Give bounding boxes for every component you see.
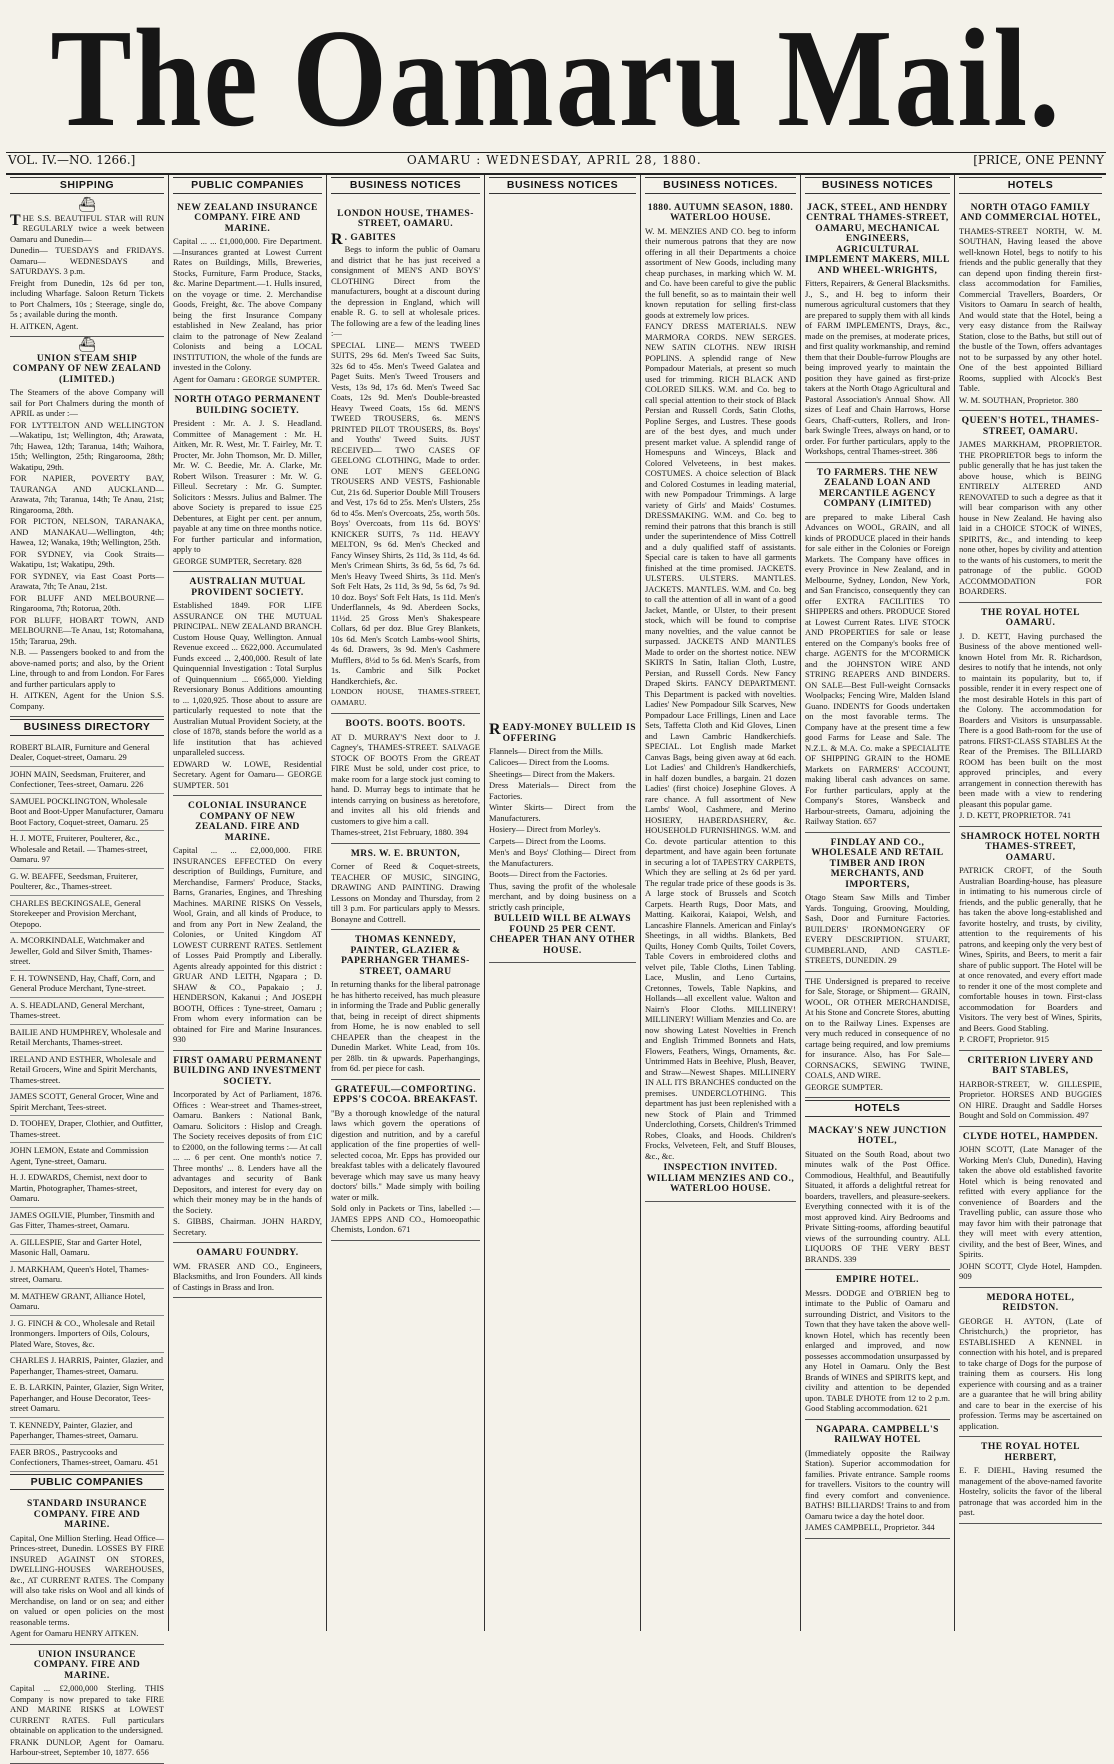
steamship-icon: ⛴ xyxy=(78,338,96,354)
list-item: Sheetings— Direct from the Makers. xyxy=(489,768,615,779)
ad-clyde-hotel: CLYDE HOTEL, HAMPDEN. JOHN SCOTT, (Late Manager of the Working Men's Club, Dunedin), Having taken the above old established favorite Hotel which is being renovated and refitted with every appliance for the convenience of Boarders and the Travelling public, can assure those who may favor him with their patronage that they will meet with every attention, civility, and the best of Beer, Wines, and Spirits. JOHN SCOTT, Clyde Hotel, Hampden. 909 xyxy=(959,1127,1102,1288)
section-heading-business-directory: BUSINESS DIRECTORY xyxy=(10,719,164,736)
ad-north-otago-building-society: NORTH OTAGO PERMANENT BUILDING SOCIETY. President : Mr. A. J. S. Headland. Committee of Management : Mr. H. Aitken, Mr. R. West, Mr. T. Fairley, Mr. T. Procter, Mr. John Thomson, Mr. D. Miller, Mr. W. C. Beedie, Mr. A. Clarke, Mr. Robert Wilson. Treasurer : Mr. W. G. Filleul. Secretary : Mr. G. Sumpter. Solicitors : Messrs. Julius and Balmer. The above Society is prepared to issue £25 Debentures, at Eight per cent. per annum, payable at any time on three months notice. For further particular and information, apply to GEORGE SUMPTER, Secretary. 828 xyxy=(173,390,322,572)
ad-union-insurance: UNION INSURANCE COMPANY. FIRE AND MARINE. Capital ... £2,000,000 Sterling. THIS Company is now prepared to take FIRE AND MARINE RISKS at LOWEST CURRENT RATES. Full particulars obtainable on application to the undersigned. FRANK DUNLOP, Agent for Oamaru. Harbour-street, September 10, 1877. 656 xyxy=(10,1645,164,1764)
column-business-notices-3 xyxy=(640,175,800,1631)
list-item: Winter Skirts— Direct from the Manufacturers. xyxy=(489,802,636,823)
price: [PRICE, ONE PENNY xyxy=(973,153,1104,167)
route: FOR SYDNEY, via East Coast Ports—Arawata, 7th; Te Anau, 21st. xyxy=(10,570,164,592)
directory-entry: A. S. HEADLAND, General Merchant, Thames-street. xyxy=(10,998,164,1025)
directory-list xyxy=(10,740,164,1472)
ad-thomas-kennedy: THOMAS KENNEDY, PAINTER, GLAZIER & PAPERHANGER THAMES-STREET, OAMARU In returning thanks for the liberal patronage he has hitherto received, has much pleasure in informing the Trade and Public generally that, being in receipt of direct shipments from Home, he is now enabled to sell CHEAPER than the cheapest in the Dunedin Market. White Lead, from 10s. per 28lb. tin & upwards. Paperhangings, from 6d. per piece for cash. xyxy=(331,930,480,1080)
ad-standard-insurance: STANDARD INSURANCE COMPANY. FIRE AND MARINE. Capital, One Million Sterling. Head Office— Princes-street, Dunedin. LOSSES BY FIRE INSURED AGAINST ON STORES, DWELLING-HOUSES WAREHOUSES, &c., AT CURRENT RATES. The Company will also take risks on Wool and all kinds of Merchandise, on land or on sea; and either on valued or open policies on the most reasonable terms. Agent for Oamaru HENRY AITKEN. xyxy=(10,1494,164,1645)
directory-entry: J. G. FINCH & CO., Wholesale and Retail Ironmongers. Importers of Oils, Colours, Plated Ware, Stoves, &c. xyxy=(10,1316,164,1354)
route: FOR NAPIER, POVERTY BAY, TAURANGA AND AUCKLAND—Arawata, 7th; Taranua, 14th; Te Anau, 21st; Ringarooma, 28th. xyxy=(10,473,164,515)
steamship-icon: ⛴ xyxy=(78,198,96,214)
section-heading-business-notices: BUSINESS NOTICES xyxy=(489,177,636,194)
route: FOR LYTTELTON AND WELLINGTON —Wakatipu, 1st; Wellington, 4th; Arawata, 7th; Hawea, 12th; Taranua, 14th; Waihora, 15th; Wellington, 25th; Ringarooma, 28th; Wakatipu, 29th. xyxy=(10,419,164,472)
directory-entry: F. H. TOWNSEND, Hay, Chaff, Corn, and General Produce Merchant, Tyne-street. xyxy=(10,971,164,998)
ad-waterloo-house: 1880. AUTUMN SEASON, 1880. WATERLOO HOUSE. W. M. MENZIES AND CO. beg to inform their numerous patrons that they are now offering in all their Departments a choice assortment of New Goods, including many cheap purchases, in marking which W. M. and Co. have been careful to give the public the full benefit, so as to maintain their well known reputation for selling first-class goods at extremely low prices. FANCY DRESS MATERIALS. NEW MARMORA CORDS. NEW SERGES. NEW SATIN CLOTHS. NEW IRISH POPLINS. A splendid range of New Pompadour Materials, at present so much used for trimming. RICH BLACK AND COLORED SILKS. W.M. and Co. beg to call special attention to their stock of Black Persian and Russell Cords, Satin Cloths, Popline Serges, and Lustres. These goods are of the best dyes, and much under present market value. A splendid range of Homespuns and Winceys, Black and Colored Velveteens, in best makes. COSTUMES. A choice selection of Black and Colored Costumes in leading material, with new Pompadour Trimmings. A large variety of Girls' and Maids' Costumes. DRESSMAKING. W.M. and Co. beg to remind their patrons that this branch is still under the superintendence of Miss Cottrell and a duly qualified staff of assistants. Special care is taken to have all garments finished at the time promised. JACKETS. ULSTERS. ULSTERS. MANTLES. JACKETS. MANTLES. W.M. and Co. beg to call the attention of all in want of a good Jacket, Mantle, or Ulster, to their present stock, which will be found to comprise many novelties, and the value cannot be surpassed. JACKETS AND MANTLES Made to order on the shortest notice. NEW SKIRTS In Satin, Italian Cloth, Lustre, Persian, and Russell Cords. New Fancy Draped Skirts. FANCY DEPARTMENT. This Department is packed with novelties. Ladies' New Pompadour Silk Scarves, New Pompadour Lace Frillings, Linen and Lace Sets, Taffetta Cloth and Kid Gloves, Linen and Lawn Cambric Handkerchiefs. SPECIAL. Lot English made Market Canvas Bags, being given away at 6d each. Lot Ladies' and Children's Handkerchiefs, in half dozen bundles, a bargain. 21 dozen Ladies' (first choice) Josephine Gloves. A rare chance. A full assortment of New Lambs' Wool, Cashmere, and Merino HOSIERY, HABERDASHERY, &c. HOUSEHOLD FURNISHINGS. W.M. and Co. devote particular attention to this department, and have again been fortunate in securing a lot of TAPESTRY CARPETS, Which they are selling at 2s 6d per yard. The regular trade price of these goods is 3s. A large stock of Brussels and Scotch Carpets. Hearth Rugs, Door Mats, and Matting. Kaikorai, Kaiapoi, Welsh, and Lancashire Flannels. American and Finlay's Sheetings, in all widths. Blankets, Bed Quilts, Honey Comb Quilts, Toilet Covers, Table Covers in embroidered cloths and velvet pile, Table Cloths, Linen Tabling. Lace, Muslin, and Leno Curtains, Cretonnes, Towels, Table Napkins, and Hollands—all excellent value. Walton and Nairn's Floor Cloths. MILLINERY! MILLINERY! William Menzies and Co. are now showing Latest Novelties in French and English Trimmed Bonnets and Hats, Flowers, Feathers, Wings, Ornaments, &c. Untrimmed Hats in Beehive, Plush, Beaver, and Straw—Newest Shapes. MILLINERY IN ALL ITS BRANCHES conducted on the premises. UNDERCLOTHING. This department has just been replenished with a new Stock of Plain and Trimmed Underclothing, Corsets, Children's Trimmed Robes, Cloaks, and Hoods. Children's Frocks, Velveteen, Felt, and Stuff Blouses, &c., &c. INSPECTION INVITED. WILLIAM MENZIES AND CO., WATERLOO HOUSE. xyxy=(645,198,796,1202)
list-item: Flannels— Direct from the Mills. xyxy=(489,745,604,756)
ad-mackays-hotel: MACKAY'S NEW JUNCTION HOTEL, Situated on the South Road, about two minutes walk of the Post Office. Commodious, Healthful, and Beautifully Situated, it affords a delightful retreat for boarders, travellers, and pleasure-seekers. Everything connected with it is of the most approved kind. Airy Bedrooms and Private Sitting-rooms, affording beautiful views of the surrounding country. ALL LIQUORS OF THE VERY BEST BRANDS. 339 xyxy=(805,1121,950,1271)
ad-sumpter-storage: THE Undersigned is prepared to receive for Sale, Storage, or Shipment— GRAIN, WOOL, OR OTHER MERCHANDISE, At his Stone and Concrete Stores, abutting on to the Railway Lines. Expenses are very much reduced in consequence of no cartage being required, and low premiums for insurance. Also, has For Sale— CORNSACKS, SEWING TWINE, COALS, AND WIRE. GEORGE SUMPTER. xyxy=(805,972,950,1099)
volume-number: VOL. IV.—NO. 1266.] xyxy=(8,153,136,167)
column-hotels xyxy=(954,175,1106,1631)
list-item: Hosiery— Direct from Morley's. xyxy=(489,824,601,834)
ad-epps-cocoa: GRATEFUL—COMFORTING. EPPS'S COCOA. BREAKFAST. "By a thorough knowledge of the natural laws which govern the operations of digestion and nutrition, and by a careful application of the fine properties of well-selected cocoa, Mr. Epps has provided our breakfast tables with a delicately flavoured beverage which may save us many heavy doctors' bills." Made simply with boiling water or milk. Sold only in Packets or Tins, labelled :— JAMES EPPS AND CO., Homoeopathic Chemists, London. 671 xyxy=(331,1080,480,1241)
directory-entry: JOHN LEMON, Estate and Commission Agent, Tyne-street, Oamaru. xyxy=(10,1143,164,1170)
ad-royal-hotel-oamaru: THE ROYAL HOTEL OAMARU. J. D. KETT, Having purchased the Business of the above mentioned well-known Hotel from Mr. R. Richardson, desires to notify that he intends, not only to maintain its popularity, but to, if possible, render it in every respect one of the most desirable Hotels in this part of the Colony. The accommodation for Boarders and Visitors is unsurpassable. There is a good Bath-room for the use of patrons. FIRST-CLASS STABLES At the Rear of the Premises. The BILLIARD ROOM has been built on the most approved principles, and every arrangement in connection therewith has been made with a view to rendering pleasant this popular game. J. D. KETT, PROPRIETOR. 741 xyxy=(959,603,1102,827)
ad-oamaru-foundry: OAMARU FOUNDRY. WM. FRASER AND CO., Engineers, Blacksmiths, and Iron Founders. All kinds of Castings in Brass and Iron. xyxy=(173,1243,322,1298)
place-and-date: OAMARU : WEDNESDAY, APRIL 28, 1880. xyxy=(406,153,702,167)
section-heading-business-notices: BUSINESS NOTICES xyxy=(331,177,480,194)
directory-entry: JAMES OGILVIE, Plumber, Tinsmith and Gas Fitter, Thames-street, Oamaru. xyxy=(10,1208,164,1235)
directory-entry: H. J. MOTE, Fruiterer, Poulterer, &c., Wholesale and Retail. — Thames-street, Oamaru. 97 xyxy=(10,831,164,869)
directory-entry: E. B. LARKIN, Painter, Glazier, Sign Writer, Paperhanger, and House Decorator, Tees-street Oamaru. xyxy=(10,1380,164,1418)
directory-entry: CHARLES J. HARRIS, Painter, Glazier, and Paperhanger, Thames-street, Oamaru. xyxy=(10,1353,164,1380)
list-item: Calicoes— Direct from the Looms. xyxy=(489,757,610,767)
section-heading-hotels: HOTELS xyxy=(805,1100,950,1117)
column-public-companies xyxy=(168,175,326,1631)
column-business-notices-1 xyxy=(326,175,484,1631)
column-shipping xyxy=(6,175,168,1758)
directory-entry: ROBERT BLAIR, Furniture and General Dealer, Coquet-street, Oamaru. 29 xyxy=(10,740,164,767)
directory-entry: J. MARKHAM, Queen's Hotel, Thames-street, Oamaru. xyxy=(10,1262,164,1289)
section-heading-shipping: SHIPPING xyxy=(10,177,164,194)
ad-london-house: LONDON HOUSE, THAMES-STREET, OAMARU. R . GABITES Begs to inform the public of Oamaru and district that he has just received a consignment of MEN'S AND BOYS' CLOTHING Direct from the manufacturers, bought at a discount during the depression in England, which will enable R. G. to sell at wholesale prices. The following are a few of the leading lines :— SPECIAL LINE— MEN'S TWEED SUITS, 29s 6d. Men's Tweed Sac Suits, 32s 6d to 45s. Men's Tweed Galatea and Paget Suits. Men's Tweed Trousers and Vests, 13s 9d, 17s 6d. Men's Tweed Sac Coats, 12s 9d. Men's Double-breasted Heavy Tweed Coats, 15s 6d. MEN'S TWEED TROUSERS, 6s. MEN'S PRINTED PILOT TROUSERS, 8s. Boys' and Youths' Tweed Suits. JUST RECEIVED— TWO CASES OF GEELONG CLOTHING, Made to order. ONE LOT MEN'S GEELONG TROUSERS AND VESTS, Fashionable Cut, 21s 6d. Superior Double Mill Trousers and Vest, 17s 6d to 25s. Men's Ulsters, 25s 6d to 45s. Men's Overcoats, 25s, worth 50s. Boys' Overcoats, from 11s 6d. BOYS' KNICKER SUITS, 7s 11d. HEAVY MELTON, 9s 6d. Men's Checked and Fancy Winsey Shirts, 2s 11d, 3s 11d, 4s 6d. Men's Crimean Shirts, 3s 6d, 5s 6d, 7s 6d. Men's Heavy Tweed Shirts, 3s 11d. Men's Soft Felt Hats, 2s 11d, 3s 9d, 5s 6d, 7s 9d. 10 doz. Boys' Soft Felt Hats, 1s 11d. Men's Underflannels, 4s 9d. Aberdeen Socks, 11½d. 25 Gross Men's Shakespeare Collars, 6d per doz. Blue Grey Blankets, 10s 6d. Men's Scotch Lambs-wool Shirts, 4s 6d. Drawers, 3s 9d. Men's Cashmere Mufflers, 8½d to 5s 6d. Men's Scarfs, from 1s. Cambric and Silk Pocket Handkerchiefs, &c. LONDON HOUSE, THAMES-STREET, OAMARU. xyxy=(331,204,480,715)
section-heading-public-companies: PUBLIC COMPANIES xyxy=(10,1474,164,1491)
directory-entry: FAER BROS., Pastrycooks and Confectioners, Thames-street, Oamaru. 451 xyxy=(10,1445,164,1472)
section-heading-public-companies: PUBLIC COMPANIES xyxy=(173,177,322,194)
ad-medora-hotel: MEDORA HOTEL, REIDSTON. GEORGE H. AYTON, (Late of Christchurch,) the proprietor, has ESTABLISHED A KENNEL in connection with his hotel, and is prepared to take charge of Dogs for the purpose of training them as coursers. His long experience with coursing and as a trainer are a guarantee that he will bring ability and care to bear in the exercise of his profession. Terms may be ascertained on application. xyxy=(959,1288,1102,1438)
directory-entry: JAMES SCOTT, General Grocer, Wine and Spirit Merchant, Tees-street. xyxy=(10,1089,164,1116)
list-item: Men's and Boys' Clothing— Direct from the Manufacturers. xyxy=(489,847,636,868)
ad-findlay-and-co: FINDLAY AND CO., WHOLESALE AND RETAIL TIMBER AND IRON MERCHANTS, AND IMPORTERS, Otago Steam Saw Mills and Timber Yards. Tonguing, Grooving, Moulding, Sash, Door and Furniture Factories. BUILDERS' IRONMONGERY OF EVERY DESCRIPTION. STUART, CUMBERLAND, AND CASTLE-STREETS, DUNEDIN. 29 xyxy=(805,833,950,972)
ad-campbells-railway-hotel: NGAPARA. CAMPBELL'S RAILWAY HOTEL (Immediately opposite the Railway Station). Superior accommodation for families. Private entrance. Sample rooms for travellers. Visitors to the country will find every comfort and convenience. BATHS! BILLIARDS! Trains to and from Oamaru twice a day the hotel door. JAMES CAMPBELL, Proprietor. 344 xyxy=(805,1420,950,1539)
newspaper-page xyxy=(6,0,1106,1758)
route: FOR BLUFF, HOBART TOWN, AND MELBOURNE—Te Anau, 1st; Rotomahana, 15th; Tararua, 29th. xyxy=(10,614,164,646)
ad-new-zealand-insurance: NEW ZEALAND INSURANCE COMPANY. FIRE AND MARINE. Capital ... ... £1,000,000. Fire Department.—Insurances granted at Lowest Current Rates on Buildings, Mills, Breweries, Stocks, Furniture, Farm Produce, Stacks, &c. Marine Department.—1. Hulls insured, on the voyage or time. 2. Merchandise Goods, Freight, &c. The above Company being the first Insurance Company established in New Zealand, has prior claim to the patronage of New Zealand Colonists and being a LOCAL INSTITUTION, the whole of the funds are invested in the Colony. Agent for Oamaru : GEORGE SUMPTER. xyxy=(173,198,322,391)
ad-australian-mutual-provident: AUSTRALIAN MUTUAL PROVIDENT SOCIETY. Established 1849. FOR LIFE ASSURANCE ON THE MUTUAL PRINCIPAL. NEW ZEALAND BRANCH. Custom House Quay, Wellington. Annual Revenue exceed ... £622,000. Accumulated Funds exceed ... 2,400,000. Result of late Quinquennial Investigation : Total Surplus of Quinquennium ... £665,000. Yielding Reversionary Bonus Additions amounting to ... 1,020,925. Those about to assure are particularly requested to note that the Australian Mutual Provident Society, at the close of 1878, stands before the world as a life institution that has achieved unparalleled success. EDWARD W. LOWE, Residential Secretary. Agent for Oamaru— GEORGE SUMPTER. 501 xyxy=(173,572,322,796)
ad-murray-boots: BOOTS. BOOTS. BOOTS. AT D. MURRAY'S Next door to J. Cagney's, THAMES-STREET. SALVAGE STOCK OF BOOTS From the GREAT FIRE Must be sold, under cost price, to make room for a large stock just coming to hand. D. Murray begs to intimate that he intends carrying on business as heretofore, and invites all his old friends and customers to give him a call. Thames-street, 21st February, 1880. 394 xyxy=(331,714,480,844)
ad-first-oamaru-building-society: FIRST OAMARU PERMANENT BUILDING AND INVESTMENT SOCIETY. Incorporated by Act of Parliament, 1876. Offices : Wear-street and Thames-street, Oamaru. Bankers : National Bank, Oamaru. Solicitors : Hislop and Creagh. The Society receives deposits of from £1C to £2000, on the following terms :— At call ... ... 6 per cent. One month's notice 7. Three months' ... 8. Lenders have all the advantages and security of Bank Depositors, and interest for every day on which their money may be in the hands of the Society. S. GIBBS, Chairman. JOHN HARDY, Secretary. xyxy=(173,1051,322,1244)
ad-union-steam-ship: ⛴ UNION STEAM SHIP COMPANY OF NEW ZEALAND (LIMITED.) The Steamers of the above Company will sail for Port Chalmers during the month of APRIL as under :— FOR LYTTELTON AND WELLINGTON —Wakatipu, 1st; Wellington, 4th; Arawata, 7th; Hawea, 12th; Taranua, 14th; Waihora, 15th; Wellington, 25th; Ringarooma, 28th; Wakatipu, 29th. FOR NAPIER, POVERTY BAY, TAURANGA AND AUCKLAND—Arawata, 7th; Taranua, 14th; Te Anau, 21st; Ringarooma, 28th. FOR PICTON, NELSON, TARANAKA, AND MANAKAU—Wellington, 4th; Hawea, 12; Wanaka, 19th; Wellington, 25th. FOR SYDNEY, via Cook Straits—Wakatipu, 1st; Wakatipu, 29th. FOR SYDNEY, via East Coast Ports—Arawata, 7th; Te Anau, 21st. FOR BLUFF AND MELBOURNE—Ringarooma, 7th; Rotorua, 20th. FOR BLUFF, HOBART TOWN, AND MELBOURNE—Te Anau, 1st; Rotomahana, 15th; Tararua, 29th. N.B. — Passengers booked to and from the above-named ports; and also, by the Orient Line, through to and from London. For Fares and further particulars apply to H. AITKEN, Agent for the Union S.S. Company. xyxy=(10,337,164,717)
section-heading-hotels: HOTELS xyxy=(959,177,1102,194)
columns xyxy=(6,175,1106,1758)
ad-nz-loan-mercantile: TO FARMERS. THE NEW ZEALAND LOAN AND MERCANTILE AGENCY COMPANY (LIMITED) are prepared to make Liberal Cash Advances on WOOL, GRAIN, and all kinds of PRODUCE placed in their hands for sale either in the Colonies or Foreign Markets. The Company have offices in every Province in New Zealand, and in Melbourne, Sydney, London, New York, and San Francisco, consequently they can offer EXTRA FACILITIES TO SHIPPERS and others. PRODUCE Stored at Lowest Current Rates. LIVE STOCK AND PROPERTIES for sale or lease entered on the Company's books free of charge. AGENTS for the M'CORMICK and the JOHNSTON WIRE AND STRING REAPERS AND BINDERS. ON SALE—Best Full-weight Cornsacks Woolpacks; Fencing Wire, Malden Island Guano. INDENTS for Goods undertaken on the most favorable terms. The Company have at the present time a few good Farms for Lease and Sale. The N.Z.L. & M.A. Co. make a SPECIALITE OF SHIPPING GRAIN to the HOME Markets on FARMERS' ACCOUNT, making liberal cash advances on same. For further particulars, apply at the Company's Stores, Wansbeck and Harbour-streets, Oamaru, adjoining the Railway Station. 657 xyxy=(805,463,950,833)
ad-shamrock-hotel: SHAMROCK HOTEL NORTH THAMES-STREET, OAMARU. PATRICK CROFT, of the South Australian Boarding-house, has pleasure in intimating to his numerous circle of friends, and the public generally, that he has taken the above long-established and favorite hostelry, and trusts, by civility, attention to the requirements of his patrons, and keeping only the very best of Wines, Spirits, and Beers, to merit a fair share of public support. The Hotel will be at once renovated, and every effort made to render it one of the most complete and comfortable houses in town. First-class accommodation for Boarders and Visitors. The very best of Wines, Spirits, and Beers. Good Stabling. P. CROFT, Proprietor. 915 xyxy=(959,827,1102,1051)
ad-empire-hotel: EMPIRE HOTEL. Messrs. DODGE and O'BRIEN beg to intimate to the Public of Oamaru and surrounding District, and Visitors to the Town that they have taken the above well-known Hotel, which has recently been enlarged and improved, and now possesses accommodation unsurpassed by any Hotel in Oamaru. Only the Best Brands of WINES and SPIRITS kept, and civility and attention to be depended upon. TABLE D'HOTE from 12 to 2 p.m. Good Stabling accommodation. 621 xyxy=(805,1270,950,1420)
ad-criterion-stables: CRITERION LIVERY AND BAIT STABLES, HARBOR-STREET, W. GILLESPIE, Proprietor. HORSES AND BUGGIES ON HIRE. Draught and Saddle Horses Bought and Sold on Commission. 497 xyxy=(959,1051,1102,1127)
route: FOR SYDNEY, via Cook Straits—Wakatipu, 1st; Wakatipu, 29th. xyxy=(10,548,164,570)
directory-entry: SAMUEL POCKLINGTON, Wholesale Boot and Boot-Upper Manufacturer, Oamaru Boot Factory, Coquet-street, Oamaru. 25 xyxy=(10,794,164,832)
section-heading-business-notices: BUSINESS NOTICES xyxy=(805,177,950,194)
masthead-title: The Oamaru Mail. xyxy=(50,0,1062,157)
list-item: Boots— Direct from the Factories. xyxy=(489,869,608,879)
list-item: Dress Materials— Direct from the Factories. xyxy=(489,780,636,801)
directory-entry: BAILIE AND HUMPHREY, Wholesale and Retail Merchants, Thames-street. xyxy=(10,1025,164,1052)
directory-entry: A. MCORKINDALE, Watchmaker and Jeweller, Gold and Silver Smith, Thames-street. xyxy=(10,933,164,971)
section-heading-business-notices: BUSINESS NOTICES. xyxy=(645,177,796,194)
directory-entry: M. MATHEW GRANT, Alliance Hotel, Oamaru. xyxy=(10,1289,164,1316)
ad-beautiful-star: ⛴ THE S.S. BEAUTIFUL STAR will RUN REGULARLY twice a week between Oamaru and Dunedin— Dunedin— TUESDAYS and FRIDAYS. Oamaru— WEDNESDAYS and SATURDAYS. 3 p.m. Freight from Dunedin, 12s 6d per ton, including Wharfage. Saloon Return Tickets to Port Chalmers, 10s ; Steerage, single do, 5s ; available during the month. H. AITKEN, Agent. xyxy=(10,198,164,338)
directory-entry: D. TOOHEY, Draper, Clothier, and Outfitter, Thames-street. xyxy=(10,1116,164,1143)
ad-bulleid: READY-MONEY BULLEID IS OFFERING Flannels— Direct from the Mills. Calicoes— Direct from the Looms. Sheetings— Direct from the Makers. Dress Materials— Direct from the Factories. Winter Skirts— Direct from the Manufacturers. Hosiery— Direct from Morley's. Carpets— Direct from the Looms. Men's and Boys' Clothing— Direct from the Manufacturers. Boots— Direct from the Factories. Thus, saving the profit of the wholesale merchant, and by doing business on a strictly cash principle, BULLEID WILL BE ALWAYS FOUND 25 PER CENT. CHEAPER THAN ANY OTHER HOUSE. xyxy=(489,718,636,964)
directory-entry: CHARLES BECKINGSALE, General Storekeeper and Provision Merchant, Otepopo. xyxy=(10,896,164,934)
column-business-notices-2 xyxy=(484,175,640,1631)
column-business-notices-4 xyxy=(800,175,954,1631)
ad-royal-hotel-herbert: THE ROYAL HOTEL HERBERT, E. F. DIEHL, Having resumed the management of the above-named favorite Hostelry, solicits the favor of the liberal patronage that was accorded him in the past. xyxy=(959,1437,1102,1524)
directory-entry: G. W. BEAFFE, Seedsman, Fruiterer, Poulterer, &c., Thames-street. xyxy=(10,869,164,896)
route: FOR BLUFF AND MELBOURNE—Ringarooma, 7th; Rotorua, 20th. xyxy=(10,592,164,614)
ad-north-otago-family-hotel: NORTH OTAGO FAMILY AND COMMERCIAL HOTEL, THAMES-STREET NORTH, W. M. SOUTHAN, Having leased the above well-known Hotel, begs to notify to his friends and the public generally that they can depend upon finding therein first-class accommodation for Families, Commercial Travellers, Boarders, Or Visitors to Oamaru In search of health, And would state that the Hotel, being a very easy distance from the Railway Station, close to the Baths, but still out of the bustle of the Town, offers advantages not to be surpassed by any other hotel. One of the best appointed Billiard Rooms, supplied with Alcock's Best Table. W. M. SOUTHAN, Proprietor. 380 xyxy=(959,198,1102,412)
directory-entry: H. J. EDWARDS, Chemist, next door to Martin, Photographer, Thames-street, Oamaru. xyxy=(10,1170,164,1208)
directory-entry: T. KENNEDY, Painter, Glazier, and Paperhanger, Thames-street, Oamaru. xyxy=(10,1418,164,1445)
directory-entry: A. GILLESPIE, Star and Garter Hotel, Masonic Hall, Oamaru. xyxy=(10,1235,164,1262)
ad-brunton-music: MRS. W. E. BRUNTON, Corner of Reed & Coquet-streets, TEACHER OF MUSIC, SINGING, DRAWING AND PAINTING. Drawing Lessons on Monday and Thursday, from 2 till 3 p.m. For particulars apply to Messrs. Bonayne and Cottrell. xyxy=(331,844,480,931)
ad-colonial-insurance: COLONIAL INSURANCE COMPANY OF NEW ZEALAND. FIRE AND MARINE. Capital ... ... £2,000,000. FIRE INSURANCES EFFECTED On every description of Buildings, Furniture, and Merchandise, Farmers' Produce, Stacks, Barns, Granaries, Engines, and Threshing Machines. MARINE RISKS On Vessels, Wool, Grain, and all kinds of Produce, to and from any Port in New Zealand, the Colonies, or United Kingdom AT LOWEST CURRENT RATES. Settlement of Losses Paid Promptly and Liberally. Agents already appointed for this district : GRUAR AND LEITH, Ngapara ; D. SHAW & CO., Papakaio ; J. HENDERSON, Kakanui ; And JOSEPH BOOTH, Offices : Tyne-street, Oamaru ; From whom every information can be obtained for Fire and Marine Insurances. 930 xyxy=(173,796,322,1051)
ad-jack-steel-hendry: JACK, STEEL, AND HENDRY CENTRAL THAMES-STREET, OAMARU, MECHANICAL ENGINEERS, AGRICULTURAL IMPLEMENT MAKERS, MILL AND WHEEL-WRIGHTS, Fitters, Repairers, & General Blacksmiths. J., S., and H. beg to inform their numerous agricultural customers that they are prepared to supply them with all kinds of FARM IMPLEMENTS, Drays, &c., made on the premises, at moderate prices, and first quality workmanship, and remind them that their Double-furrow Ploughs are being improved yearly to maintain the position they have gained as first-prize takers at the North Otago Agricultural and Pastoral Association's Annual Show. All sizes of Leaf and Chain Harrows, Horse Gears, Chaff-cutters, Rollers, and Iron-bark Swingle Trees, always on hand, or to order. For further particulars, apply to the Workshops, central Thames-street. 386 xyxy=(805,198,950,463)
directory-entry: JOHN MAIN, Seedsman, Fruiterer, and Confectioner, Tees-street, Oamaru. 226 xyxy=(10,767,164,794)
route: FOR PICTON, NELSON, TARANAKA, AND MANAKAU—Wellington, 4th; Hawea, 12; Wanaka, 19th; Wellington, 25th. xyxy=(10,516,164,548)
masthead xyxy=(6,0,1106,157)
directory-entry: IRELAND AND ESTHER, Wholesale and Retail Grocers, Wine and Spirit Merchants, Thames-street. xyxy=(10,1052,164,1090)
ad-queens-hotel: QUEEN'S HOTEL, THAMES-STREET, OAMARU. JAMES MARKHAM, PROPRIETOR. THE PROPRIETOR begs to inform the public generally that he has just taken the above house, which is BEING ENTIRELY ALTERED AND RENOVATED to such a degree as that it will bear comparison with any other house in New Zealand. He having also laid in a CHOICE STOCK of WINES, SPIRITS, &c., and intending to keep none other, hopes by civility and attention to the wants of his customers, to merit the patronage of the public. GOOD ACCOMMODATION FOR BOARDERS. xyxy=(959,411,1102,603)
list-item: Carpets— Direct from the Looms. xyxy=(489,835,606,846)
